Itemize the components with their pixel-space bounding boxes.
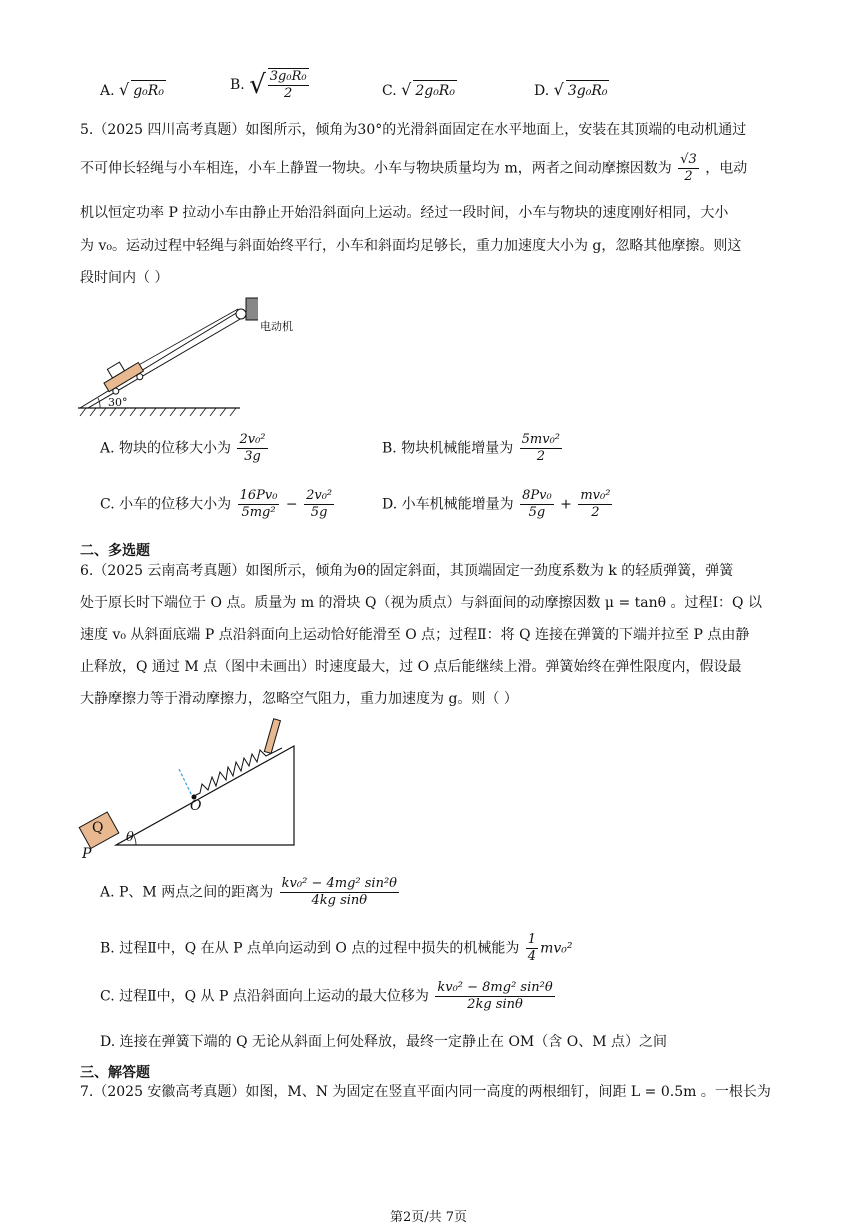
- q4-option-c-label: C.: [382, 83, 397, 99]
- q5-option-b-label: B. 物块机械能增量为: [382, 440, 514, 457]
- q6-option-a-num: kv₀² − 4mg² sin²θ: [281, 876, 397, 891]
- cart-icon: [99, 354, 147, 397]
- q5-option-b-num: 5mv₀²: [521, 432, 561, 447]
- q5-option-c-num2: 2v₀²: [306, 488, 333, 503]
- q4-option-b-label: B.: [230, 77, 245, 93]
- q6-option-b-tail: mv₀²: [540, 940, 573, 957]
- q5-line3: 机以恒定功率 P 拉动小车由静止开始沿斜面向上运动。经过一段时间，小车与物块的速度刚好相同，大小: [80, 205, 729, 221]
- q4-option-b-den: 2: [284, 86, 293, 101]
- q5-option-d-plus: +: [560, 496, 572, 513]
- q5-option-c-num1: 16Pv₀: [239, 488, 278, 503]
- q6-option-a-den: 4kg sinθ: [311, 893, 368, 908]
- incline-slope: [80, 312, 242, 408]
- q5-option-c-den2: 5g: [310, 505, 328, 520]
- q5-option-d-num1: 8Pv₀: [522, 488, 552, 503]
- q5-line2a: 不可伸长轻绳与小车相连，小车上静置一物块。小车与物块质量均为 m，两者之间动摩擦因数为: [80, 160, 672, 177]
- section-heading-solve: 三、解答题: [80, 1065, 150, 1081]
- q5-option-c: [100, 488, 336, 521]
- point-o-label: O: [190, 798, 202, 814]
- q6-option-c: [100, 980, 557, 1013]
- q6-option-c-num: kv₀² − 8mg² sin²θ: [437, 980, 553, 995]
- q5-option-a-den: 3g: [244, 449, 261, 464]
- section-heading-multi: 二、多选题: [80, 543, 150, 559]
- sqrt-icon: √: [249, 70, 266, 100]
- q5-option-c-minus: −: [285, 496, 298, 513]
- q4-option-c: [382, 80, 457, 101]
- q5-line1: 5.（2025 四川高考真题）如图所示，倾角为30°的光滑斜面固定在水平地面上，安装在其顶端的电动机通过: [80, 122, 747, 138]
- q6-option-b: [100, 932, 573, 965]
- incline-triangle: [116, 746, 294, 845]
- q5-option-d-num2: mv₀²: [580, 488, 611, 503]
- q6-line4: 止释放，Q 通过 M 点（图中未画出）时速度最大，过 O 点后能继续上滑。弹簧始终在弹性限度内，假设最: [80, 659, 742, 675]
- q6-line3: 速度 v₀ 从斜面底端 P 点沿斜面向上运动恰好能滑至 O 点；过程Ⅱ：将 Q 连接在弹簧的下端并拉至 P 点由静: [80, 627, 750, 643]
- ground-hatch: [80, 408, 236, 416]
- q6-line5: 大静摩擦力等于滑动摩擦力，忽略空气阻力，重力加速度为 g。则（ ）: [80, 691, 518, 707]
- q5-option-d-den1: 5g: [528, 505, 546, 520]
- q5-option-d: [382, 488, 614, 521]
- q4-option-d-label: D.: [534, 83, 550, 99]
- q4-option-d-expr: 3g₀R₀: [566, 80, 610, 101]
- q6-option-b-num: 1: [527, 932, 537, 947]
- q4-option-b-num: 3g₀R₀: [269, 69, 307, 84]
- q5-line5: 段时间内（ ）: [80, 270, 169, 286]
- page-footer: 第2页/共 7页: [390, 1210, 468, 1225]
- q4-option-c-expr: 2g₀R₀: [413, 80, 457, 101]
- q5-option-a-num: 2v₀²: [239, 432, 266, 447]
- sqrt-icon: √: [119, 80, 130, 99]
- angle-label: 30°: [108, 396, 128, 409]
- theta-arc: [134, 836, 136, 845]
- q5-option-d-label: D. 小车机械能增量为: [382, 496, 514, 513]
- q6-line1: 6.（2025 云南高考真题）如图所示，倾角为θ的固定斜面，其顶端固定一劲度系数为 k 的轻质弹簧，弹簧: [80, 563, 734, 579]
- q7-line1: 7.（2025 安徽高考真题）如图，M、N 为固定在竖直平面内同一高度的两根细钉，间距 L = 0.5m 。一根长为: [80, 1084, 771, 1100]
- q5-line2-num: √3: [680, 152, 697, 167]
- point-p-label: P: [82, 846, 92, 862]
- motor-icon: [246, 298, 258, 320]
- q5-line2b: ，电动: [705, 160, 748, 177]
- q5-option-a: [100, 432, 270, 465]
- sqrt-icon: √: [553, 80, 564, 99]
- q5-option-c-den1: 5mg²: [241, 505, 276, 520]
- q5-incline-figure: [78, 292, 258, 422]
- q4-option-a-expr: g₀R₀: [131, 80, 166, 101]
- angle-arc: [98, 398, 100, 408]
- q5-line4: 为 v₀。运动过程中轻绳与斜面始终平行，小车和斜面均足够长，重力加速度大小为 g，忽略其他摩擦。则这: [80, 238, 742, 254]
- motor-label: 电动机: [260, 320, 293, 333]
- q5-option-b: [382, 432, 564, 465]
- q5-option-d-den2: 2: [591, 505, 600, 520]
- q5-option-c-label: C. 小车的位移大小为: [100, 496, 232, 513]
- q5-option-a-label: A. 物块的位移大小为: [100, 440, 232, 457]
- q4-option-a-label: A.: [100, 83, 115, 99]
- q4-option-b: [230, 68, 311, 102]
- q5-line2-den: 2: [684, 169, 693, 184]
- q6-line2: 处于原长时下端位于 O 点。质量为 m 的滑块 Q（视为质点）与斜面间的动摩擦因数 μ = tanθ 。过程Ⅰ：Q 以: [80, 595, 762, 611]
- q6-incline-figure: [78, 714, 300, 864]
- sqrt-icon: √: [401, 80, 412, 99]
- q4-option-a: [100, 80, 166, 101]
- q6-option-a-label: A. P、M 两点之间的距离为: [100, 884, 274, 901]
- q6-option-d: D. 连接在弹簧下端的 Q 无论从斜面上何处释放，最终一定静止在 OM（含 O、M 点）之间: [100, 1034, 667, 1050]
- q6-option-b-label: B. 过程Ⅱ中，Q 在从 P 点单向运动到 O 点的过程中损失的机械能为: [100, 940, 520, 957]
- pulley-icon: [236, 309, 246, 319]
- theta-label: θ: [126, 830, 134, 845]
- q5-option-b-den: 2: [536, 449, 545, 464]
- q4-option-d: [534, 80, 609, 101]
- q6-option-c-label: C. 过程Ⅱ中，Q 从 P 点沿斜面向上运动的最大位移为: [100, 988, 429, 1005]
- spring-icon: [194, 748, 282, 796]
- q6-option-a: [100, 876, 401, 909]
- spring-end-dashed-line: [179, 769, 193, 798]
- q6-option-b-den: 4: [527, 949, 537, 964]
- q6-option-c-den: 2kg sinθ: [467, 997, 523, 1012]
- q5-line2: [80, 152, 747, 185]
- block-q-label: Q: [92, 820, 104, 836]
